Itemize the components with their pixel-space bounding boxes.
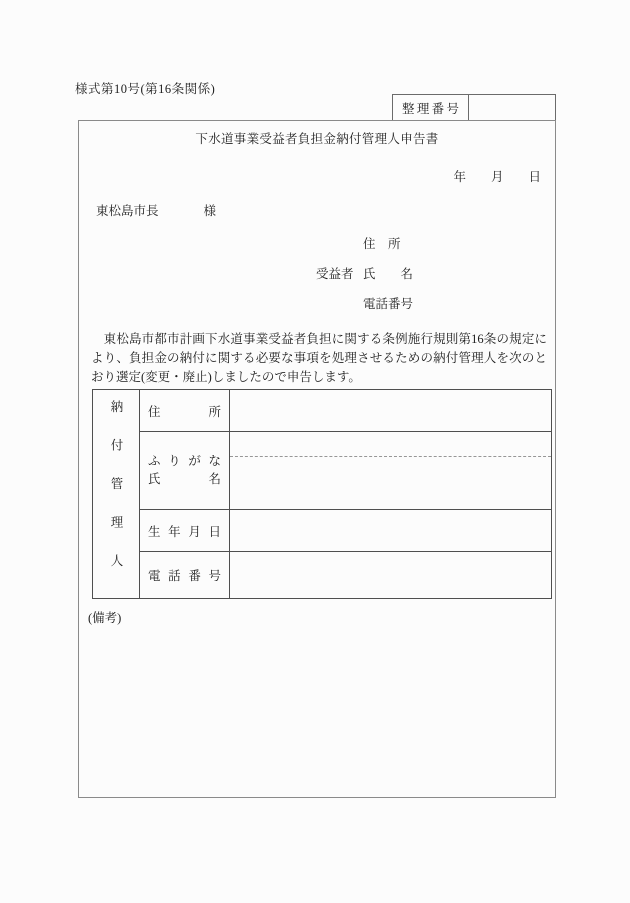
- addressee-line: [96, 201, 216, 219]
- furigana-name-label-cell: [140, 432, 230, 510]
- phone-value-cell: [230, 552, 552, 599]
- table-row-phone: [93, 552, 552, 599]
- birthdate-value-cell: [230, 510, 552, 552]
- beneficiary-address-label: 住 所: [363, 237, 401, 251]
- address-label-cell: [140, 390, 230, 432]
- reference-number-label: 整理番号: [402, 101, 459, 116]
- beneficiary-name-label: 氏 名: [363, 267, 414, 281]
- phone-label-cell: [140, 552, 230, 599]
- date-line: 年 月 日: [453, 170, 541, 184]
- birthdate-label: 生年月日: [148, 524, 221, 539]
- furigana-name-labels: [140, 442, 229, 499]
- beneficiary-phone-label: 電話番号: [363, 297, 414, 311]
- address-value-cell: [230, 390, 552, 432]
- table-row-birthdate: [93, 510, 552, 552]
- payment-manager-group-cell: [93, 390, 140, 599]
- form-body-box: [78, 120, 556, 798]
- addressee-name: 東松島市長: [96, 204, 159, 218]
- furigana-name-value-cell: [230, 432, 552, 510]
- payment-manager-group-label: 納付管理人: [109, 399, 123, 593]
- reference-number-value-cell: [469, 95, 555, 120]
- beneficiary-name-row: [316, 258, 413, 288]
- beneficiary-phone-row: [316, 288, 413, 318]
- beneficiary-address-row: [316, 228, 413, 258]
- birthdate-label-cell: [140, 510, 230, 552]
- remarks-label: (備考): [88, 611, 122, 625]
- payment-manager-table: [92, 389, 552, 599]
- addressee-honorific: 様: [203, 204, 217, 218]
- phone-label: 電話番号: [148, 569, 221, 583]
- reference-number-box: [392, 94, 556, 121]
- beneficiary-role-label: 受益者: [316, 267, 354, 281]
- address-label: 住所: [148, 404, 221, 419]
- form-number-label: 様式第10号(第16条関係): [75, 82, 216, 96]
- name-label: 氏名: [148, 472, 221, 486]
- declaration-paragraph: 東松島市都市計画下水道事業受益者負担に関する条例施行規則第16条の規定により、負担金の納付に関する必要な事項を処理させるための納付管理人を次のとおり選定(変更・廃止)しましたので申告します。: [91, 332, 547, 384]
- beneficiary-block: [316, 228, 413, 318]
- reference-number-label-cell: [393, 95, 469, 120]
- furigana-name-divider: [230, 456, 551, 457]
- table-row-name: [93, 432, 552, 510]
- furigana-label: ふりがな: [148, 454, 221, 468]
- table-row-address: [93, 390, 552, 432]
- document-title: 下水道事業受益者負担金納付管理人申告書: [195, 132, 439, 146]
